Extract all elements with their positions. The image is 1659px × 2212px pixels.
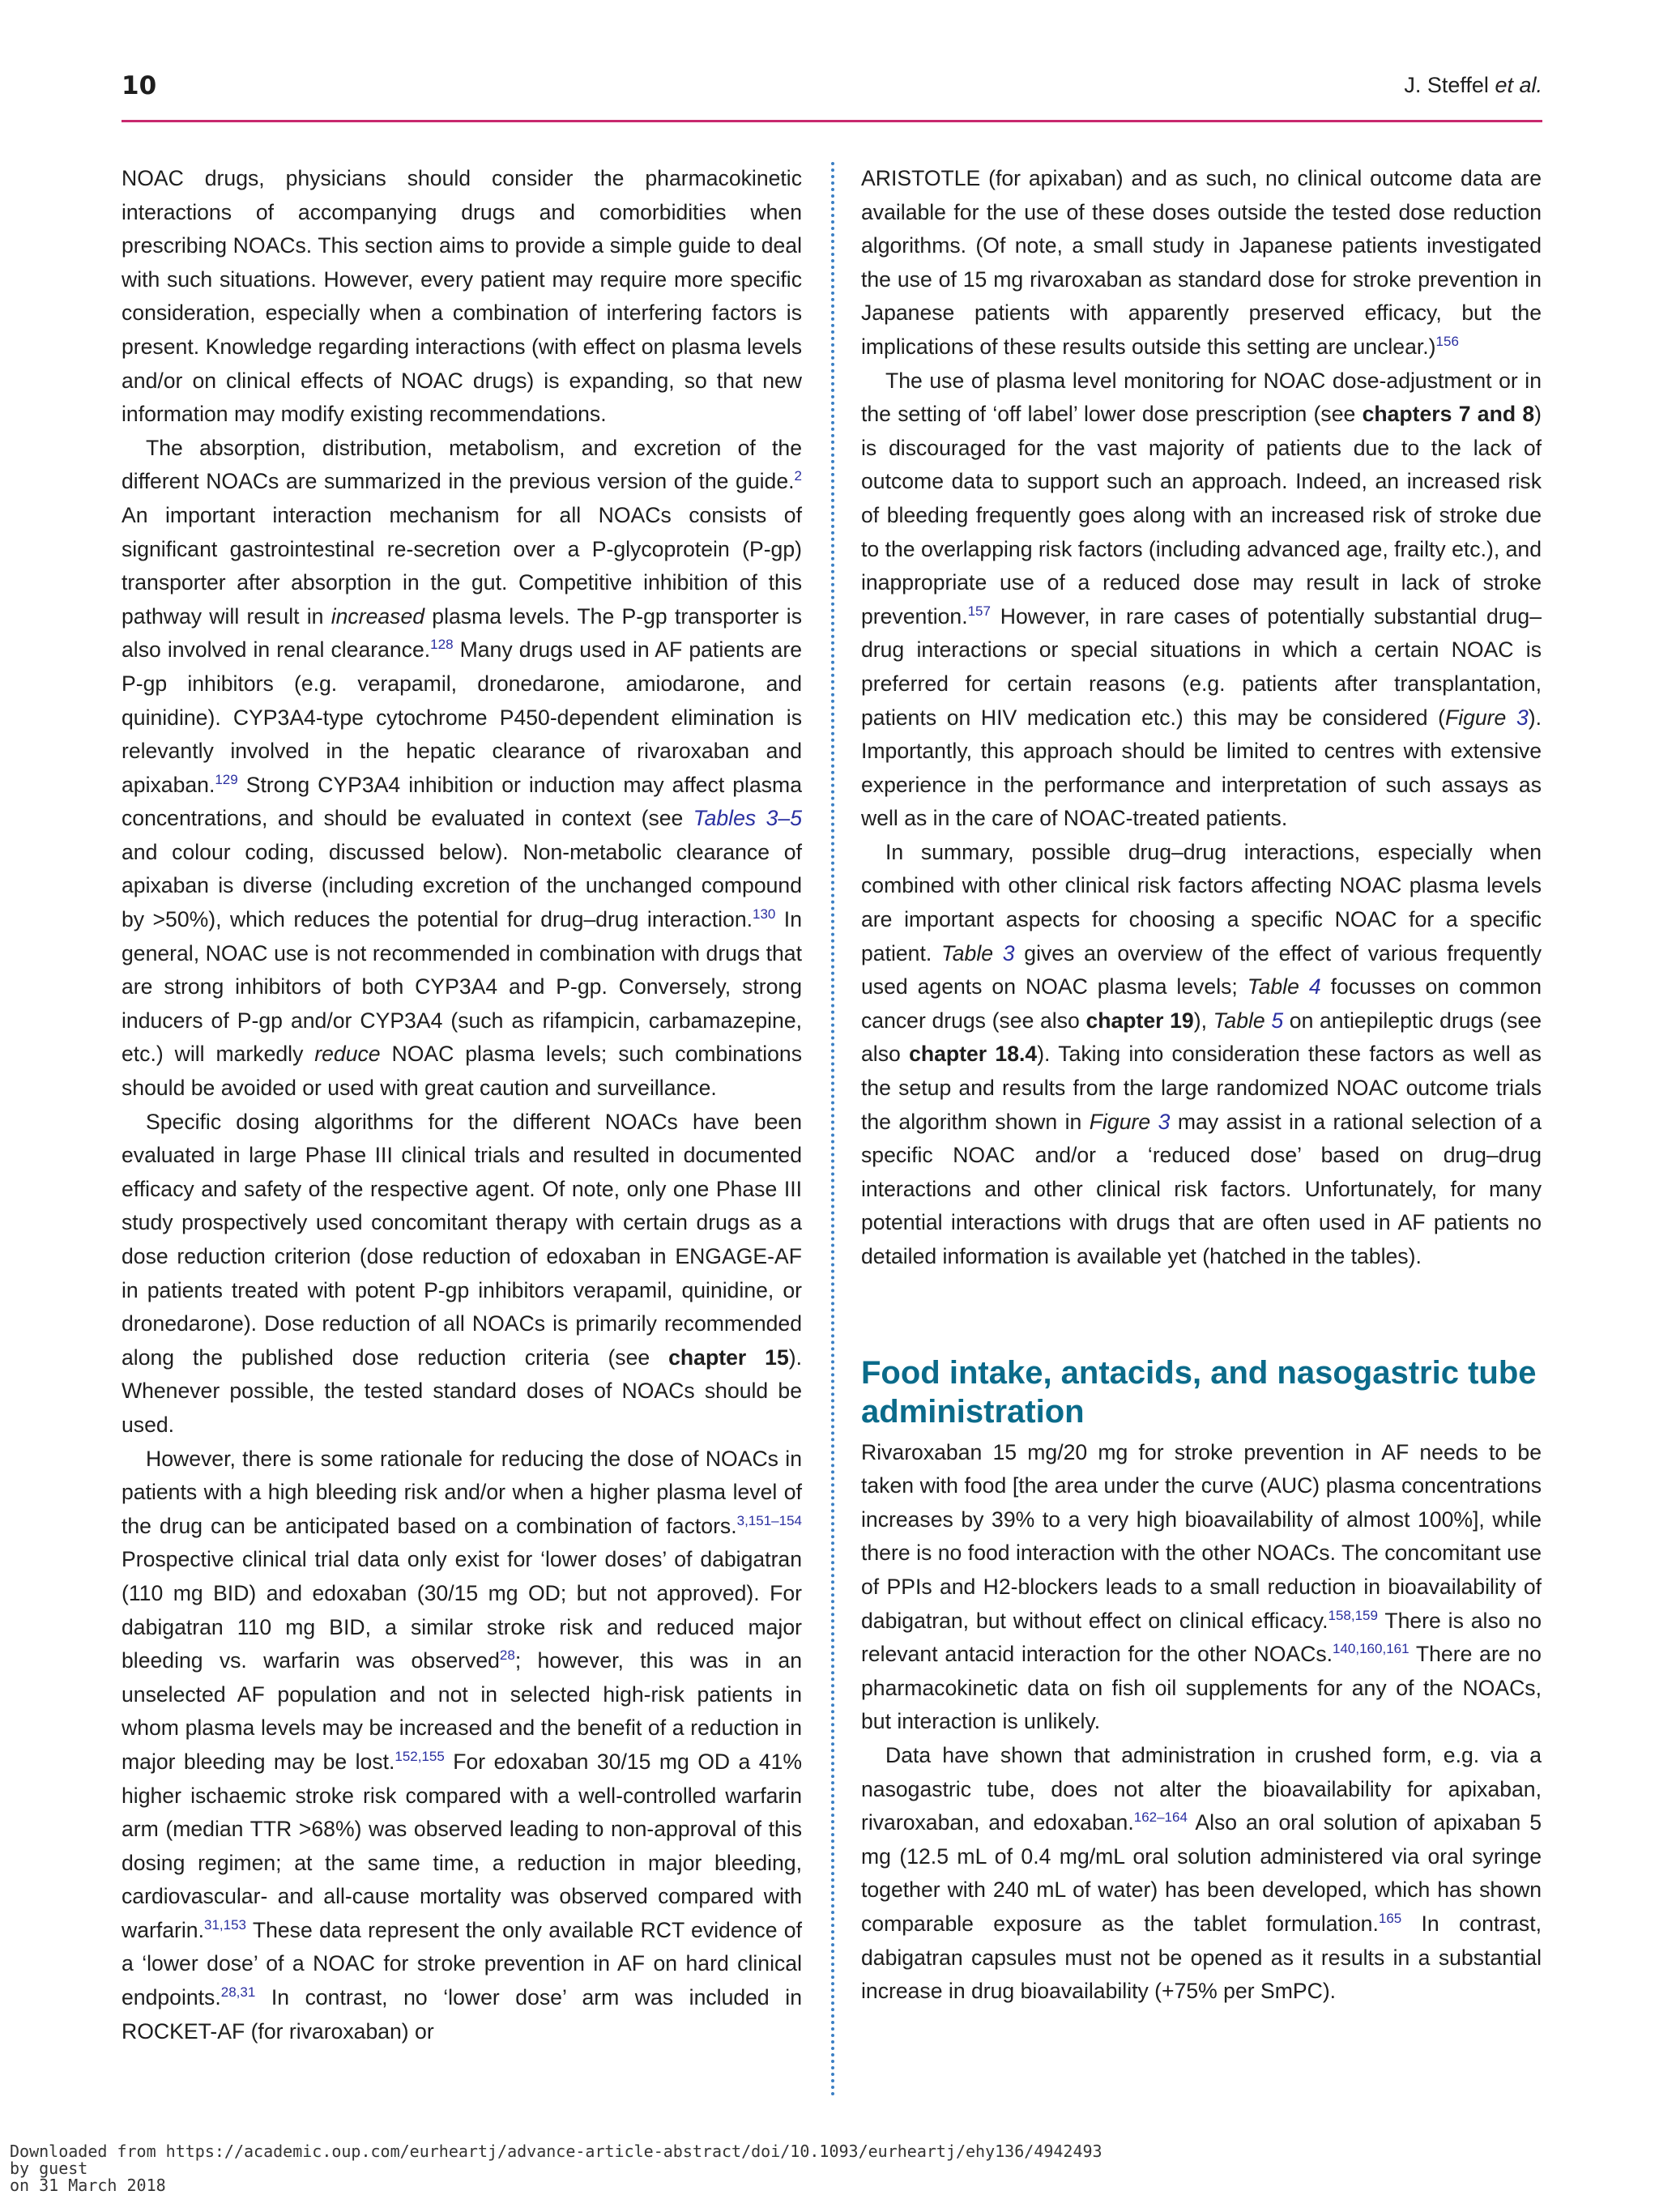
citation[interactable]: 152,155 [394,1749,445,1765]
header-rule [122,120,1542,122]
download-footer [10,2143,1102,2194]
right-paragraph-3: In summary, possible drug–drug interactions, especially when combined with other clinical risk factors affecting NOAC plasma levels are important aspects for choosing a specific NOAC for a specific patient. Table 3 gives an overview of the effect of various frequently used agents on NOAC plasma levels; Table 4 focusses on common cancer drugs (see also chapter 19), Table 5 on antiepileptic drugs (see also chapter 18.4). Taking into consideration these factors as well as the setup and results from the large randomized NOAC outcome trials the algorithm shown in Figure 3 may assist in a rational selection of a specific NOAC and/or a ‘reduced dose’ based on drug–drug interactions and other clinical risk factors. Unfortunately, for many potential interactions with drugs that are often used in AF patients no detailed information is available yet (hatched in the tables). [861,839,1542,1268]
chapter-ref: chapter 19 [1085,1008,1194,1033]
section-paragraph-2: Data have shown that administration in crushed form, e.g. via a nasogastric tube, does not alter the bioavailability for apixaban, rivaroxaban, and edoxaban.$^{162-164}$ Also an oral solution of apixaban 5 mg (12.5 mL of 0.4 mg/mL oral solution administered via oral syringe together with 240 mL of water) has been developed, which has shown comparable exposure as the tablet formulation.$^{165}$ In contrast, dabigatran capsules must not be opened as it results in a substantial increase in drug bioavailability (+75% per SmPC). [861,1742,1542,2004]
right-paragraph-2: The use of plasma level monitoring for NOAC dose-adjustment or in the setting of ‘off label’ lower dose prescription (see chapters 7 and 8) is discouraged for the vast majority of patients due to the lack of outcome data to support such an approach. Indeed, an increased risk of bleeding frequently goes along with an increased risk of stroke due to the overlapping risk factors (including advanced age, frailty etc.), and inappropriate use of a reduced dose may result in lack of stroke prevention.$^{157}$ However, in rare cases of potentially substantial drug–drug interactions or special situations in which a certain NOAC is preferred for certain reasons (e.g. patients after transplantation, patients on HIV medication etc.) this may be considered (Figure 3). Importantly, this approach should be limited to centres with extensive experience in the performance and interpretation of such assays as well as in the care of NOAC-treated patients. [861,368,1542,831]
footer-line: by guest [10,2159,88,2178]
citation[interactable]: 162–164 [1133,1809,1188,1826]
citation[interactable]: 28,31 [220,1984,256,2001]
left-paragraph-3: Specific dosing algorithms for the different NOACs have been evaluated in large Phase III clinical trials and resulted in documented efficacy and safety of the respective agent. Of note, only one Phase III study prospectively used concomitant therapy with certain drugs as a dose reduction criterion (dose reduction of edoxaban in ENGAGE-AF in patients treated with potent P-gp inhibitors verapamil, quinidine, or dronedarone). Dose reduction of all NOACs is primarily recommended along the published dose reduction criteria (see chapter 15). Whenever possible, the tested standard doses of NOACs should be used. [122,1109,802,1437]
tables-link[interactable]: Tables 3–5 [693,806,802,831]
citation[interactable]: 140,160,161 [1333,1641,1410,1657]
figure-link[interactable]: 3 [1516,705,1529,730]
chapter-ref: chapters 7 and 8 [1362,402,1535,427]
citation[interactable]: 129 [215,771,238,787]
citation[interactable]: 3,151–154 [736,1512,802,1528]
chapter-ref: chapter 18.4 [909,1042,1038,1067]
table-link[interactable]: 5 [1271,1008,1284,1033]
section-paragraph-1: Rivaroxaban 15 mg/20 mg for stroke prevention in AF needs to be taken with food [the area under the curve (AUC) plasma concentrations increases by 39% to a very high bioavailability of almost 100%], while there is no food interaction with the other NOACs. The concomitant use of PPIs and H2-blockers leads to a small reduction in bioavailability of dabigatran, but without effect on clinical efficacy.$^{158,159}$ There is also no relevant antacid interaction for the other NOACs.$^{140,160,161}$ There are no pharmacokinetic data on fish oil supplements for any of the NOACs, but interaction is unlikely. [861,1439,1542,1734]
citation[interactable]: 157 [967,603,991,619]
section-heading: Food intake, antacids, and nasogastric tube administration [861,1354,1537,1430]
table-link[interactable]: 3 [1002,940,1015,965]
table-link[interactable]: 4 [1308,974,1321,999]
citation[interactable]: 130 [753,906,776,923]
citation[interactable]: 158,159 [1328,1607,1378,1623]
citation[interactable]: 165 [1378,1911,1402,1927]
page-number: 10 [122,71,157,100]
running-head [1404,73,1542,98]
page-header [122,65,1542,109]
citation[interactable]: 2 [794,468,802,484]
left-paragraph-2: The absorption, distribution, metabolism, and excretion of the different NOACs are summarized in the previous version of the guide.$^2$ An important interaction mechanism for all NOACs consists of significant gastrointestinal re-secretion over a P-glycoprotein (P-gp) transporter after absorption in the gut. Competitive inhibition of this pathway will result in increased plasma levels. The P-gp transporter is also involved in renal clearance.$^{128}$ Many drugs used in AF patients are P-gp inhibitors (e.g. verapamil, dronedarone, amiodarone, and quinidine). CYP3A4-type cytochrome P450-dependent elimination is relevantly involved in the hepatic clearance of rivaroxaban and apixaban.$^{129}$ Strong CYP3A4 inhibition or induction may affect plasma concentrations, and should be evaluated in context (see Tables 3–5 and colour coding, discussed below). Non-metabolic clearance of apixaban is diverse (including excretion of the unchanged compound by >50%), which reduces the potential for drug–drug interaction.$^{130}$ In general, NOAC use is not recommended in combination with drugs that are strong inhibitors of both CYP3A4 and P-gp. Conversely, strong inducers of P-gp and/or CYP3A4 (such as rifampicin, carbamazepine, etc.) will markedly reduce NOAC plasma levels; such combinations should be avoided or used with great caution and surveillance. [122,435,802,1101]
right-paragraph-1: ARISTOTLE (for apixaban) and as such, no clinical outcome data are available for the use of these doses outside the tested dose reduction algorithms. (Of note, a small study in Japanese patients investigated the use of 15 mg rivaroxaban as standard dose for stroke prevention in Japanese patients with apparently preserved efficacy, but the implications of these results outside this setting are unclear.)$^{156}$ [861,166,1542,359]
citation[interactable]: 128 [430,637,454,653]
left-column [122,162,802,2048]
left-paragraph-1: NOAC drugs, physicians should consider the pharmacokinetic interactions of accompanying drugs and comorbidities when prescribing NOACs. This section aims to provide a simple guide to deal with such situations. However, every patient may require more specific consideration, especially when a combination of interfering factors is present. Knowledge regarding interactions (with effect on plasma levels and/or on clinical effects of NOAC drugs) is expanding, so that new information may modify existing recommendations. [122,166,802,427]
footer-line: on 31 March 2018 [10,2176,166,2195]
citation[interactable]: 156 [1435,334,1459,350]
running-etal: et al. [1495,73,1542,97]
column-divider [831,162,834,2098]
figure-link[interactable]: 3 [1158,1109,1171,1134]
right-column [861,162,1542,2009]
left-paragraph-4: However, there is some rationale for reducing the dose of NOACs in patients with a high bleeding risk and/or when a higher plasma level of the drug can be anticipated based on a combination of factors.$^{3,151-154}$ Prospective clinical trial data only exist for ‘lower doses’ of dabigatran (110 mg BID) and edoxaban (30/15 mg OD; but not approved). For dabigatran 110 mg BID, a similar stroke risk and reduced major bleeding vs. warfarin was observed$^{28}$; however, this was in an unselected AF population and not in selected high-risk patients in whom plasma levels may be increased and the benefit of a reduction in major bleeding may be lost.$^{152,155}$ For edoxaban 30/15 mg OD a 41% higher ischaemic stroke risk compared with a well-controlled warfarin arm (median TTR >68%) was observed leading to non-approval of this dosing regimen; at the same time, a reduction in major bleeding, cardiovascular- and all-cause mortality was observed compared with warfarin.$^{31,153}$ These data represent the only available RCT evidence of a ‘lower dose’ of a NOAC for stroke prevention in AF on hard clinical endpoints.$^{28,31}$ In contrast, no ‘lower dose’ arm was included in ROCKET-AF (for rivaroxaban) or [122,1446,803,2044]
running-author: J. Steffel [1404,73,1489,97]
footer-line: Downloaded from https://academic.oup.com/eurheartj/advance-article-abstract/doi/10.1093/eurheartj/ehy136/4942493 [10,2142,1102,2161]
citation[interactable]: 31,153 [203,1917,246,1933]
chapter-ref: chapter 15 [668,1345,789,1370]
citation[interactable]: 28 [499,1647,515,1664]
